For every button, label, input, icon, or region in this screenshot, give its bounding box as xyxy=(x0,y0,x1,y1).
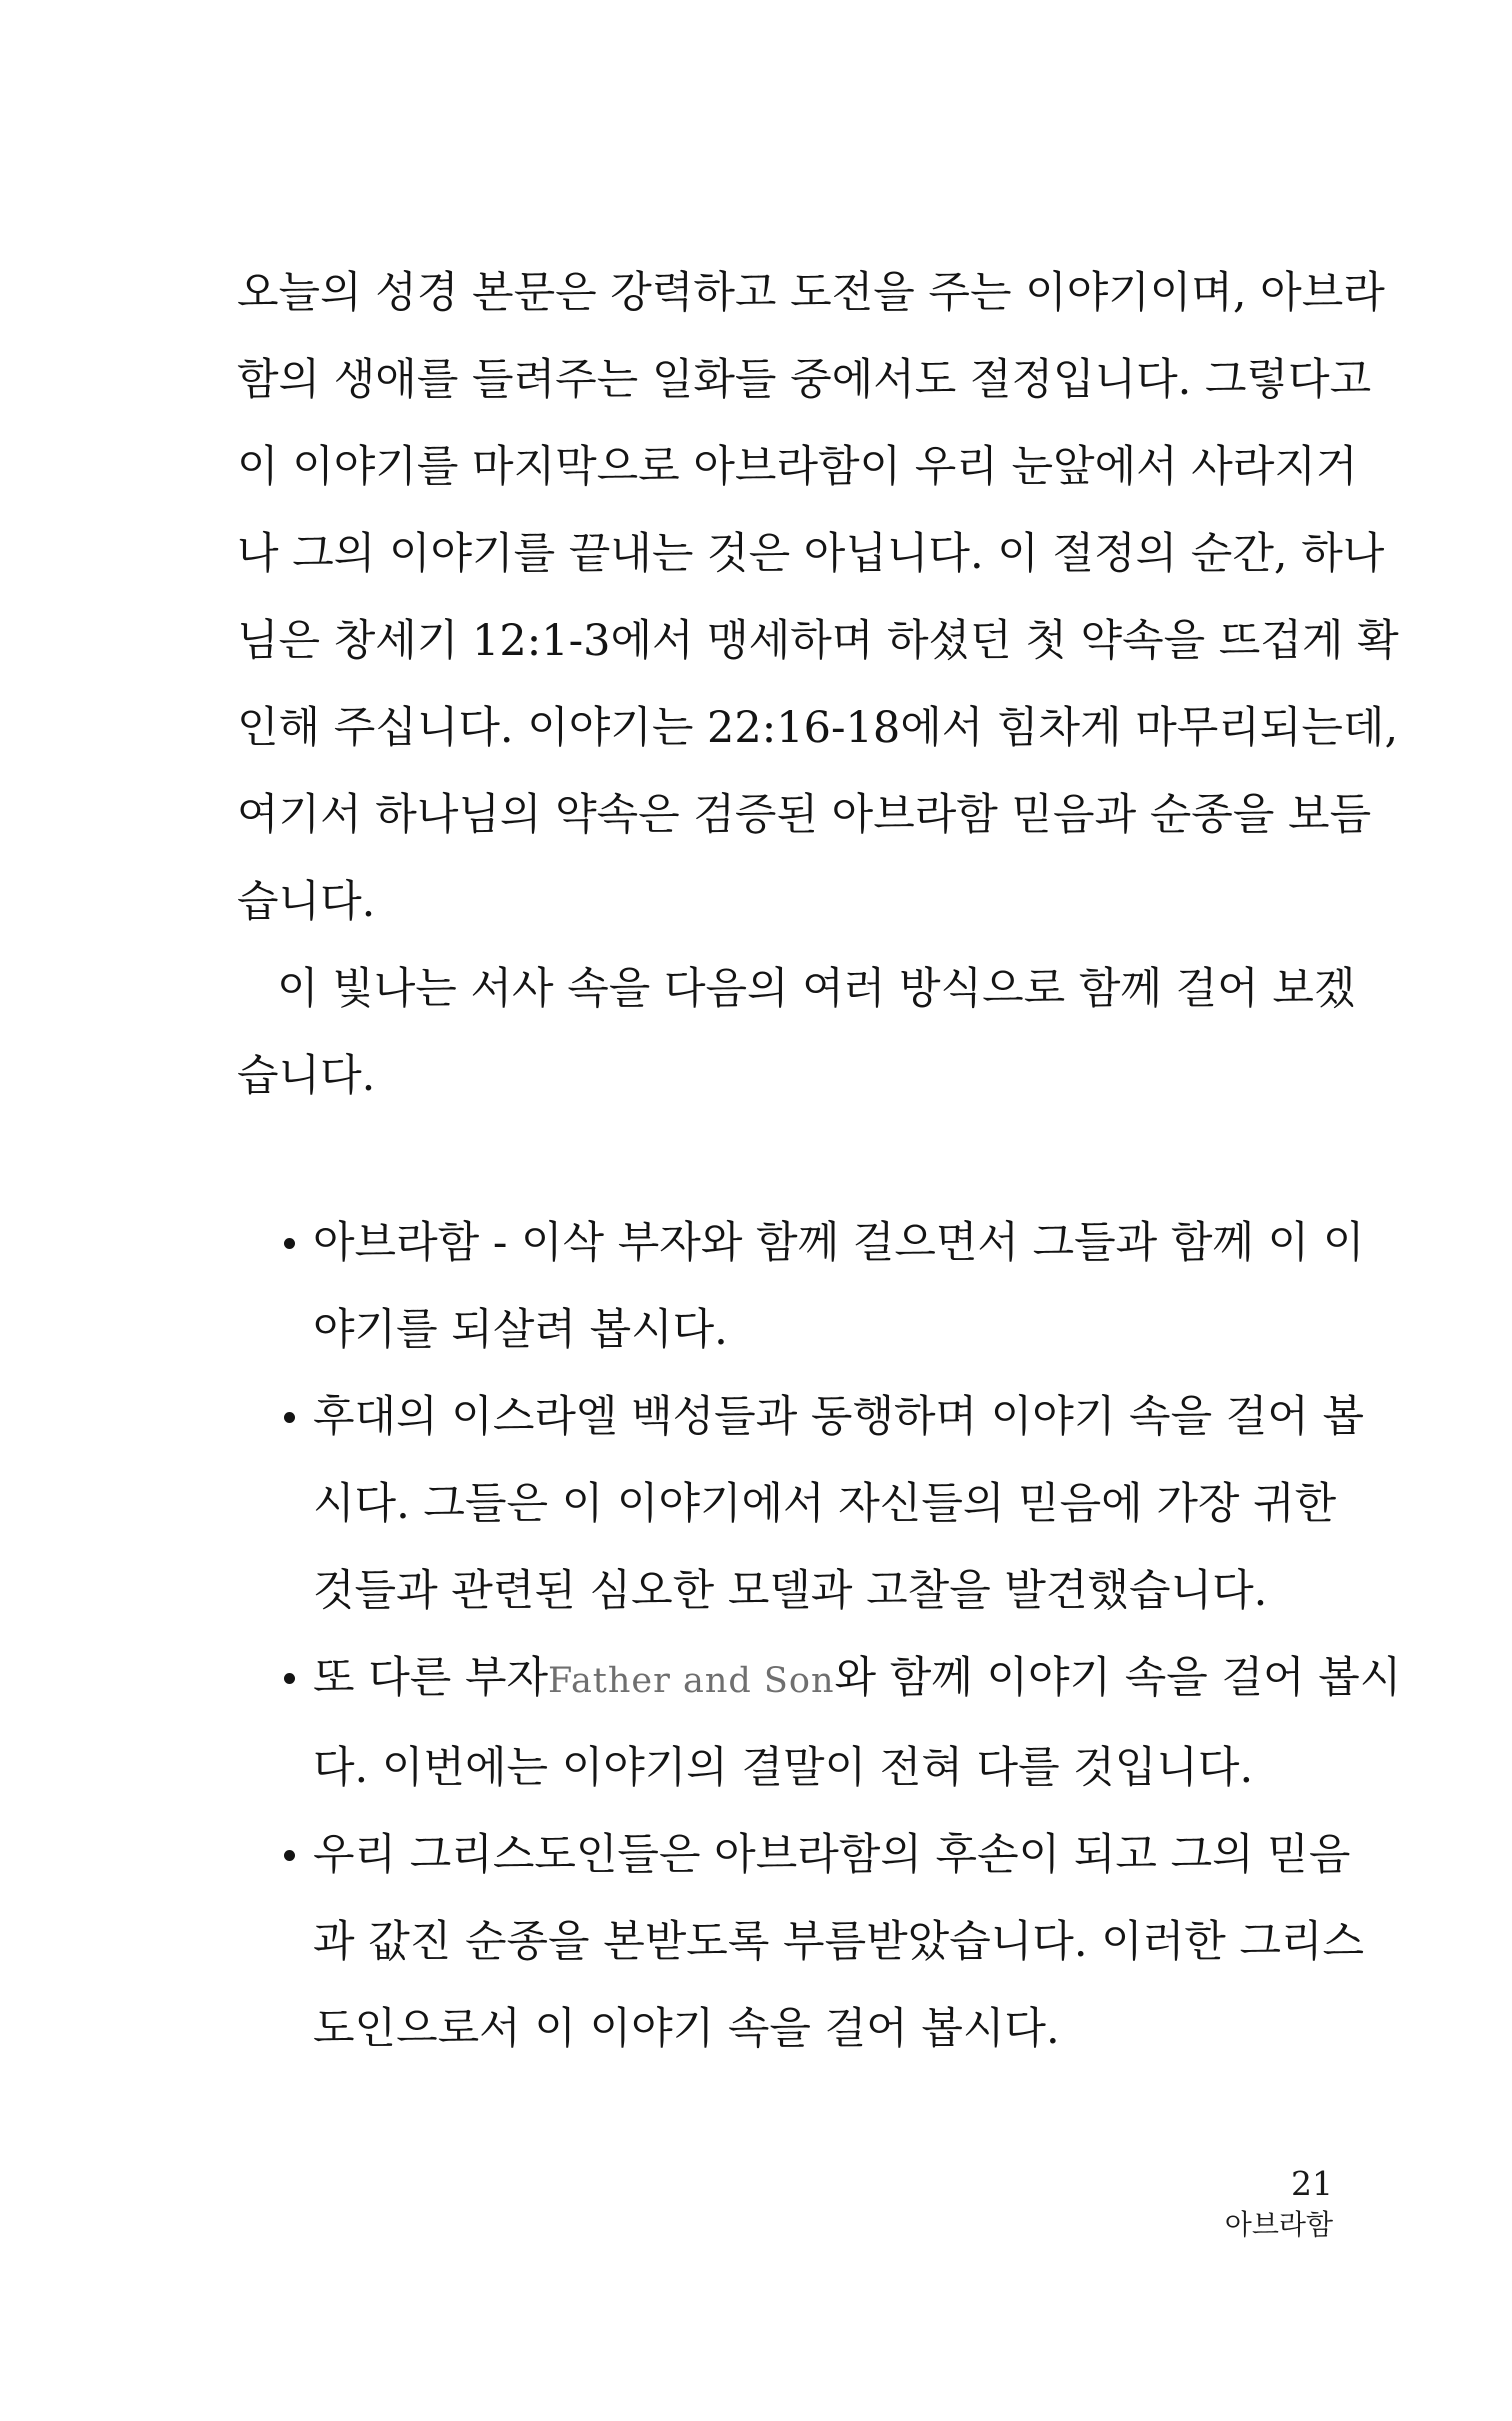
text-line: 우리 그리스도인들은 아브라함의 후손이 되고 그의 믿음 xyxy=(313,1830,1351,1880)
text-line: 것들과 관련된 심오한 모델과 고찰을 발견했습니다. xyxy=(313,1566,1268,1616)
paragraph xyxy=(237,946,1356,1120)
text-line: 도인으로서 이 이야기 속을 걸어 봅시다. xyxy=(313,2004,1060,2054)
vertical-spacer xyxy=(237,1120,1333,1200)
text-segment: 와 함께 이야기 속을 걸어 봅시 xyxy=(834,1653,1402,1703)
bullet-list-item xyxy=(237,1200,1365,1374)
bullet-icon xyxy=(284,1850,295,1861)
bullet-icon xyxy=(284,1412,295,1423)
bullet-list-item xyxy=(237,1374,1365,1635)
running-title: 아브라함 xyxy=(1224,2208,1333,2241)
bullet-list xyxy=(237,1200,1402,2073)
page-text xyxy=(237,250,1402,2073)
text-line: 후대의 이스라엘 백성들과 동행하며 이야기 속을 걸어 봅 xyxy=(313,1392,1365,1442)
text-line: 시다. 그들은 이 이야기에서 자신들의 믿음에 가장 귀한 xyxy=(313,1479,1337,1529)
text-line: 아브라함 - 이삭 부자와 함께 걸으면서 그들과 함께 이 이 xyxy=(313,1218,1365,1268)
bullet-list-item xyxy=(237,1812,1365,2073)
bullet-list-item xyxy=(237,1635,1402,1812)
text-line: 오늘의 성경 본문은 강력하고 도전을 주는 이야기이며, 아브라 xyxy=(237,268,1385,318)
text-line: 습니다. xyxy=(237,1051,376,1101)
text-line: 인해 주십니다. 이야기는 22:16-18에서 힘차게 마무리되는데, xyxy=(237,703,1399,753)
text-line: 이 이야기를 마지막으로 아브라함이 우리 눈앞에서 사라지거 xyxy=(237,442,1358,492)
page-footer xyxy=(1225,2165,1333,2242)
text-line: 야기를 되살려 봅시다. xyxy=(313,1305,728,1355)
text-line: 다. 이번에는 이야기의 결말이 전혀 다를 것입니다. xyxy=(313,1743,1254,1793)
text-line: 함의 생애를 들려주는 일화들 중에서도 절정입니다. 그렇다고 xyxy=(237,355,1372,405)
text-segment: 또 다른 부자 xyxy=(313,1653,549,1703)
text-line xyxy=(313,1635,1402,1725)
text-line: 이 빛나는 서사 속을 다음의 여러 방식으로 함께 걸어 보겠 xyxy=(277,964,1356,1014)
text-line: 과 값진 순종을 본받도록 부름받았습니다. 이러한 그리스 xyxy=(313,1917,1365,1967)
text-line: 나 그의 이야기를 끝내는 것은 아닙니다. 이 절정의 순간, 하나 xyxy=(237,529,1385,579)
paragraph xyxy=(237,250,1399,946)
bullet-icon xyxy=(284,1673,295,1684)
page-number: 21 xyxy=(1291,2164,1333,2203)
latin-gloss: Father and Son xyxy=(548,1661,835,1701)
text-line: 여기서 하나님의 약속은 검증된 아브라함 믿음과 순종을 보듬 xyxy=(237,790,1372,840)
bullet-icon xyxy=(284,1238,295,1249)
text-line: 님은 창세기 12:1-3에서 맹세하며 하셨던 첫 약속을 뜨겁게 확 xyxy=(237,616,1399,666)
text-line: 습니다. xyxy=(237,877,376,927)
